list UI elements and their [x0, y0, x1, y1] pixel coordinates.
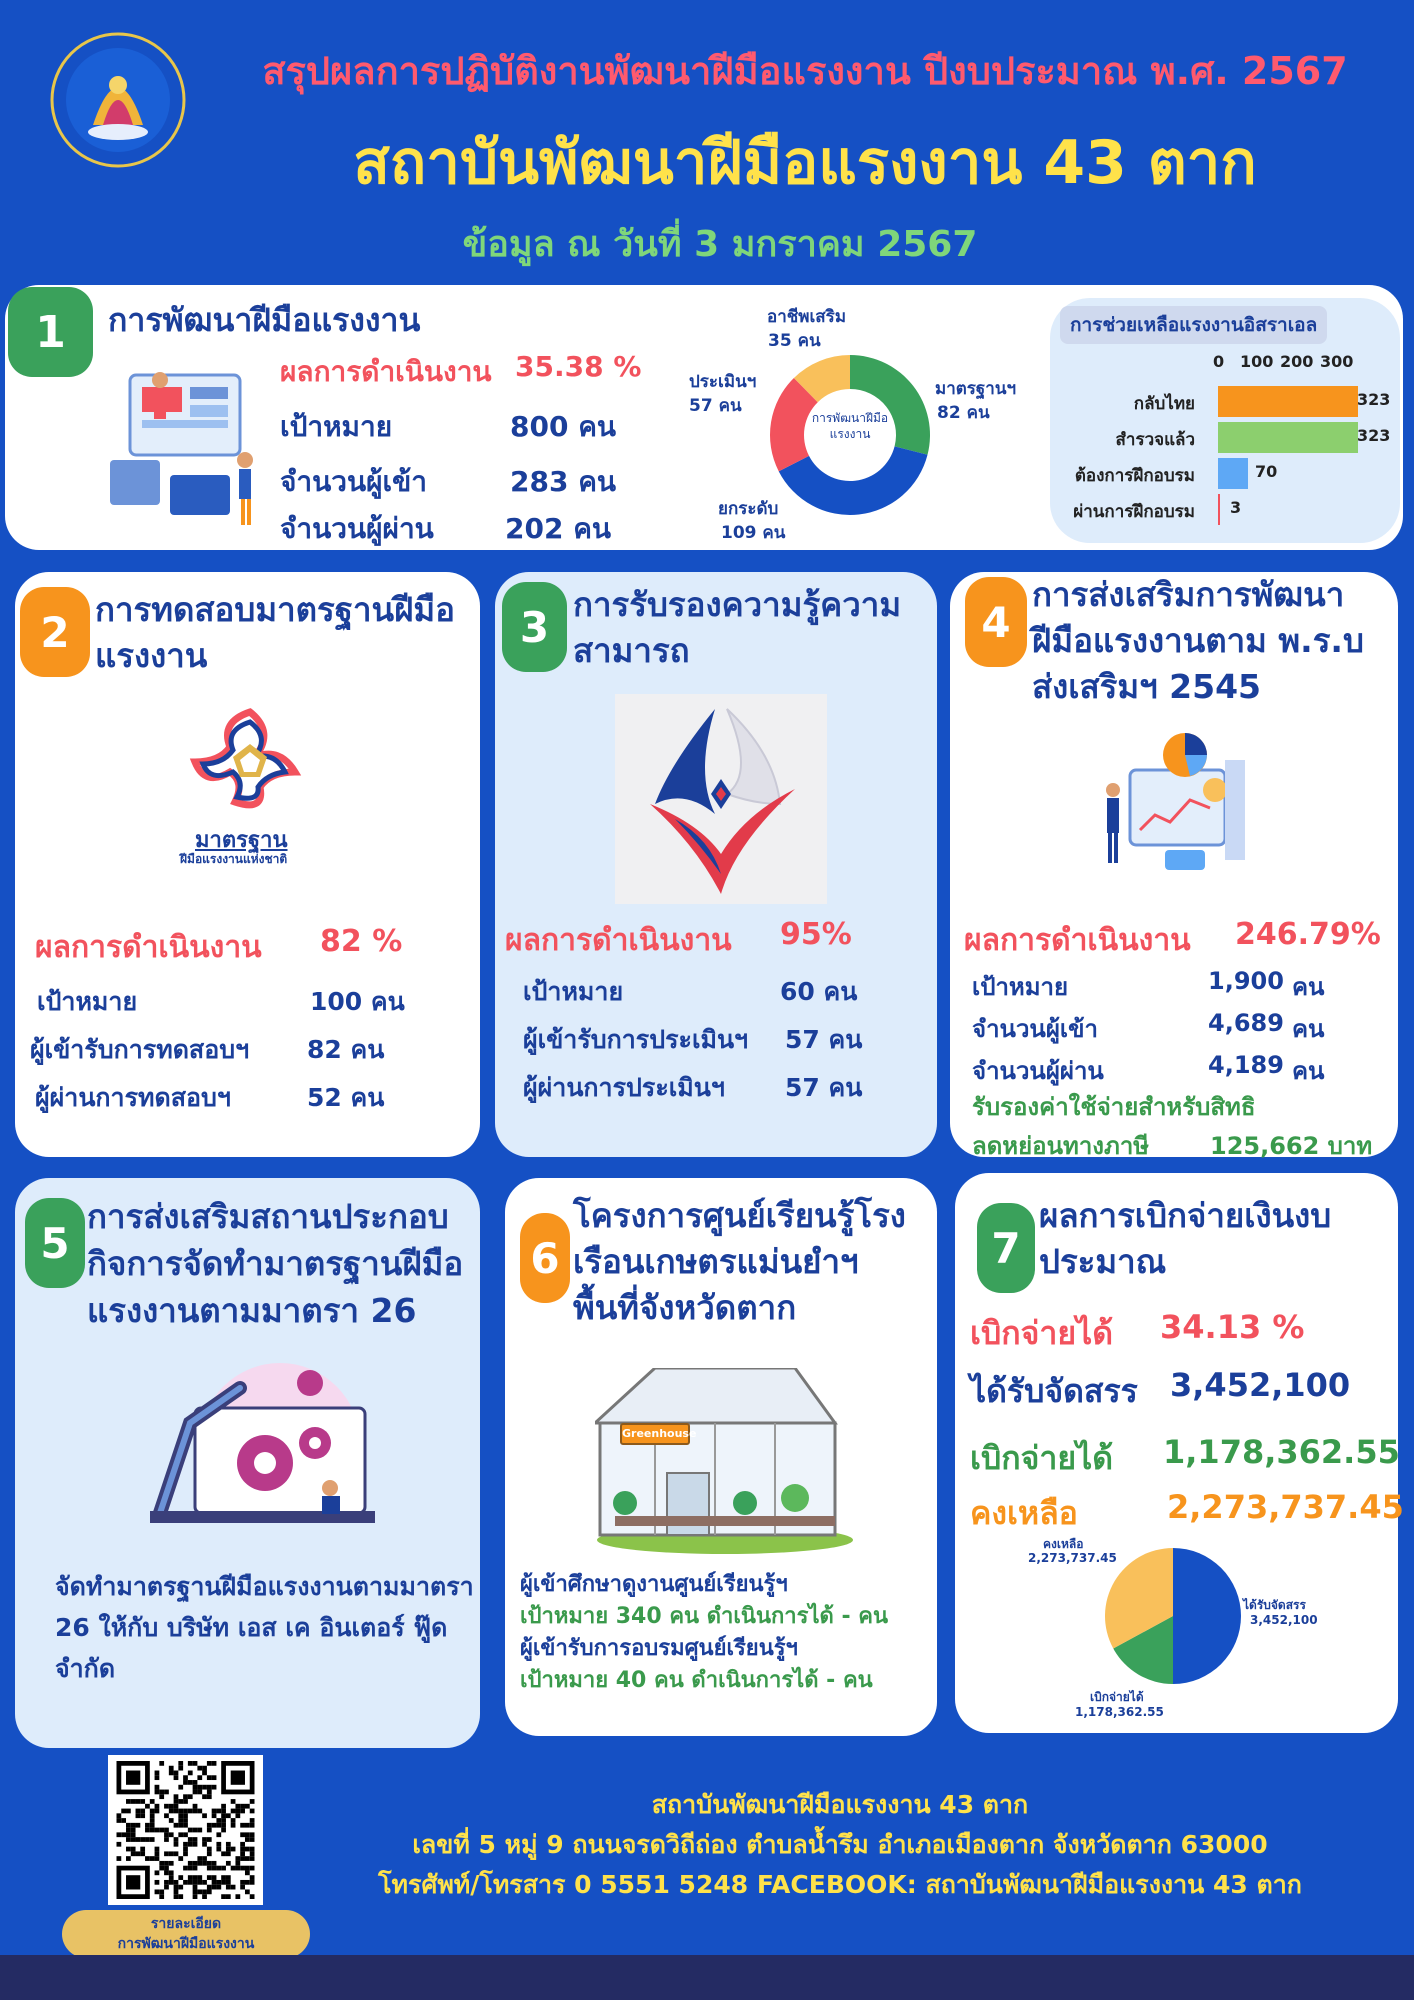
footer-address: เลขที่ 5 หมู่ 9 ถนนจรดวิถีถ่อง ตำบลน้ำรึม อำเภอเมืองตาก จังหวัดตาก 63000: [412, 1830, 1268, 1859]
axis-tick-100: 100: [1240, 352, 1274, 371]
axis-tick-0: 0: [1213, 352, 1225, 371]
section-2-result-value: 82 %: [320, 924, 403, 959]
section-3-result-label: ผลการดำเนินงาน: [505, 923, 732, 958]
section-1-target-label: เป้าหมาย: [280, 410, 393, 443]
section-2-target-value: 100 คน: [310, 987, 405, 1016]
disbursed-value: 1,178,362.55: [1163, 1433, 1400, 1471]
remaining-label: คงเหลือ: [970, 1494, 1078, 1532]
section-1-target-value: 800 คน: [510, 410, 617, 443]
section-5-title: การส่งเสริมสถานประกอบกิจการจัดทำมาตรฐานฝีมือแรงงานตามมาตรา 26: [87, 1197, 464, 1330]
section-2-tested-label: ผู้เข้ารับการทดสอบฯ: [30, 1035, 250, 1064]
budget-pie-slice-1: [1173, 1548, 1241, 1684]
section-3-assessed-label: ผู้เข้ารับการประเมินฯ: [523, 1025, 749, 1054]
pie-remain-name: คงเหลือ: [1043, 1537, 1084, 1551]
donut-value-assessment: 57 คน: [689, 396, 742, 416]
section-6-line3: ผู้เข้ารับการอบรมศูนย์เรียนรู้ฯ: [520, 1636, 798, 1661]
footer-phone-facebook: โทรศัพท์/โทรสาร 0 5551 5248 FACEBOOK: สถาบันพัฒนาฝีมือแรงงาน 43 ตาก: [378, 1870, 1302, 1899]
donut-label-assessment: ประเมินฯ: [689, 372, 757, 392]
certification-logo: [615, 694, 827, 904]
section-4-passed-value: 4,189: [1208, 1051, 1284, 1079]
budget-pie: [1103, 1546, 1243, 1686]
allocated-label: ได้รับจัดสรร: [970, 1372, 1138, 1410]
section-6-card: [505, 1178, 937, 1736]
greenhouse-sign: Greenhouse: [620, 1423, 690, 1445]
section-3-title: การรับรองความรู้ความสามารถ: [573, 585, 902, 670]
section-3-badge: 3: [502, 582, 567, 672]
robot-arm-illustration: [150, 1363, 380, 1533]
standard-logo-text: มาตรฐาน: [195, 828, 288, 853]
section-2-result-label: ผลการดำเนินงาน: [35, 930, 262, 965]
section-6-badge: 6: [520, 1213, 570, 1303]
section-7-card: [955, 1173, 1404, 1733]
analytics-illustration: [1095, 730, 1255, 890]
section-2-target-label: เป้าหมาย: [37, 987, 138, 1016]
footer-contact: [280, 1785, 1400, 1905]
section-3-passed-value: 57 คน: [785, 1073, 863, 1102]
section-2-tested-value: 82 คน: [307, 1035, 385, 1064]
department-logo: [48, 30, 188, 170]
section-3-assessed-value: 57 คน: [785, 1025, 863, 1054]
section-2-passed-value: 52 คน: [307, 1083, 385, 1112]
section-1-enrolled-value: 283 คน: [510, 465, 617, 498]
bar-label-surveyed: สำรวจแล้ว: [1115, 430, 1195, 450]
pie-disb-value: 1,178,362.55: [1075, 1705, 1164, 1719]
workers-illustration: [100, 365, 275, 535]
section-7-title: ผลการเบิกจ่ายเงินงบประมาณ: [1039, 1196, 1332, 1281]
section-3-target-label: เป้าหมาย: [523, 977, 624, 1006]
bar-label-need-training: ต้องการฝึกอบรม: [1074, 466, 1195, 486]
israel-aid-title: การช่วยเหลือแรงงานอิสราเอล: [1060, 306, 1327, 344]
section-4-tax-line2: ลดหย่อนทางภาษี: [972, 1132, 1150, 1160]
section-5-card: [15, 1178, 480, 1748]
pie-alloc-name: ได้รับจัดสรร: [1243, 1598, 1306, 1612]
section-1-card: [5, 285, 1403, 550]
section-1-result-value: 35.38 %: [515, 350, 642, 383]
bar-trained: [1218, 494, 1220, 525]
section-4-target-value: 1,900: [1208, 967, 1284, 995]
section-4-tax-value: 125,662 บาท: [1210, 1132, 1373, 1160]
section-3-result-value: 95%: [780, 917, 852, 952]
donut-value-supplementary: 35 คน: [768, 331, 821, 351]
section-6-line2: เป้าหมาย 340 คน ดำเนินการได้ - คน: [520, 1604, 889, 1629]
pie-alloc-value: 3,452,100: [1250, 1613, 1318, 1627]
pie-remain-value: 2,273,737.45: [1028, 1551, 1117, 1565]
donut-value-upskill: 109 คน: [721, 523, 786, 543]
section-2-passed-label: ผู้ผ่านการทดสอบฯ: [35, 1083, 231, 1112]
section-4-target-label: เป้าหมาย: [972, 973, 1069, 1001]
section-3-target-value: 60 คน: [780, 977, 858, 1006]
section-4-target-unit: คน: [1292, 973, 1325, 1001]
axis-tick-200: 200: [1280, 352, 1314, 371]
axis-tick-300: 300: [1320, 352, 1354, 371]
national-standard-logo: [175, 702, 325, 872]
allocated-value: 3,452,100: [1170, 1366, 1351, 1404]
section-2-title: การทดสอบมาตรฐานฝีมือแรงงาน: [95, 590, 455, 675]
section-1-badge: 1: [8, 287, 93, 377]
bar-label-returned: กลับไทย: [1133, 394, 1195, 414]
bar-value-need-training: 70: [1255, 462, 1278, 481]
institute-title: สถาบันพัฒนาฝีมือแรงงาน 43 ตาก: [353, 128, 1257, 198]
greenhouse-illustration: [595, 1368, 855, 1558]
section-6-title: โครงการศูนย์เรียนรู้โรงเรือนเกษตรแม่นยำฯ พื้นที่จังหวัดตาก: [573, 1196, 906, 1327]
qr-caption-line2: การพัฒนาฝีมือแรงงาน: [117, 1936, 255, 1952]
qr-caption-line1: รายละเอียด: [150, 1916, 222, 1932]
footer-strip: [0, 1955, 1414, 2000]
israel-aid-panel: [1050, 298, 1400, 543]
section-3-card: [495, 572, 937, 1157]
section-4-enrolled-label: จำนวนผู้เข้า: [972, 1015, 1098, 1043]
qr-code[interactable]: [108, 1755, 263, 1905]
section-7-badge: 7: [977, 1203, 1035, 1293]
bar-value-returned: 323: [1357, 390, 1391, 409]
donut-label-upskill: ยกระดับ: [718, 499, 779, 519]
donut-value-standard: 82 คน: [937, 403, 990, 423]
section-4-enrolled-value: 4,689: [1208, 1009, 1284, 1037]
donut-label-supplementary: อาชีพเสริม: [767, 307, 847, 327]
disbursed-pct-value: 34.13 %: [1160, 1308, 1305, 1346]
bar-surveyed: [1218, 422, 1358, 453]
pie-disb-name: เบิกจ่ายได้: [1090, 1690, 1144, 1704]
standard-logo-subtext: ฝีมือแรงงานแห่งชาติ: [180, 852, 288, 866]
section-4-result-label: ผลการดำเนินงาน: [964, 923, 1191, 958]
section-4-badge: 4: [965, 577, 1027, 667]
section-6-line1: ผู้เข้าศึกษาดูงานศูนย์เรียนรู้ฯ: [520, 1572, 788, 1597]
section-4-passed-unit: คน: [1292, 1057, 1325, 1085]
section-2-card: [15, 572, 480, 1157]
section-1-passed-value: 202 คน: [505, 512, 612, 545]
donut-center-label: การพัฒนาฝีมือแรงงาน: [811, 411, 889, 441]
section-2-badge: 2: [20, 587, 90, 677]
bar-label-trained: ผ่านการฝึกอบรม: [1073, 502, 1195, 522]
disbursed-pct-label: เบิกจ่ายได้: [970, 1314, 1113, 1352]
report-title: สรุปผลการปฏิบัติงานพัฒนาฝีมือแรงงาน ปีงบประมาณ พ.ศ. 2567: [262, 49, 1348, 93]
bar-value-trained: 3: [1230, 498, 1242, 517]
section-1-result-label: ผลการดำเนินงาน: [280, 355, 492, 388]
donut-label-standard: มาตรฐานฯ: [935, 379, 1017, 399]
disbursed-label: เบิกจ่ายได้: [970, 1439, 1113, 1477]
section-1-enrolled-label: จำนวนผู้เข้า: [280, 465, 427, 498]
section-4-result-value: 246.79%: [1235, 917, 1381, 952]
section-1-title: การพัฒนาฝีมือแรงงาน: [108, 301, 421, 339]
section-1-passed-label: จำนวนผู้ผ่าน: [280, 512, 434, 545]
section-6-line4: เป้าหมาย 40 คน ดำเนินการได้ - คน: [520, 1668, 873, 1693]
footer-institute: สถาบันพัฒนาฝีมือแรงงาน 43 ตาก: [651, 1790, 1029, 1819]
bar-returned: [1218, 386, 1358, 417]
bar-need-training: [1218, 458, 1248, 489]
section-4-card: [950, 572, 1398, 1160]
data-date: ข้อมูล ณ วันที่ 3 มกราคม 2567: [462, 224, 978, 265]
section-4-tax-line1: รับรองค่าใช้จ่ายสำหรับสิทธิ: [972, 1093, 1256, 1121]
bar-value-surveyed: 323: [1357, 426, 1391, 445]
section-4-enrolled-unit: คน: [1292, 1015, 1325, 1043]
remaining-value: 2,273,737.45: [1167, 1488, 1404, 1526]
section-3-passed-label: ผู้ผ่านการประเมินฯ: [523, 1073, 725, 1102]
section-4-title: การส่งเสริมการพัฒนาฝีมือแรงงานตาม พ.ร.บ ส่งเสริมฯ 2545: [1032, 575, 1364, 706]
section-5-badge: 5: [25, 1198, 85, 1288]
section-4-passed-label: จำนวนผู้ผ่าน: [972, 1057, 1104, 1085]
section-5-body: จัดทำมาตรฐานฝีมือแรงงานตามมาตรา 26 ให้กับ บริษัท เอส เค อินเตอร์ ฟู๊ด จำกัด: [55, 1572, 474, 1683]
qr-caption: [62, 1910, 310, 1958]
